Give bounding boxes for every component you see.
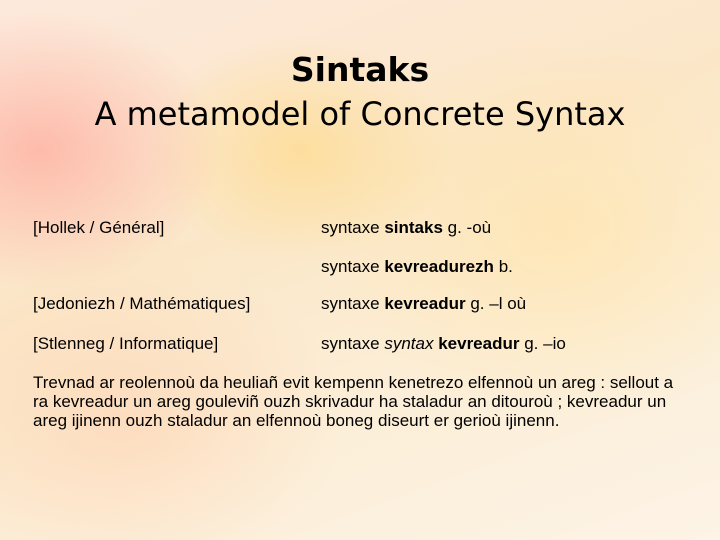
term-italic: syntax <box>384 334 434 353</box>
term-bold: kevreadur <box>384 294 466 313</box>
title-subtitle: A metamodel of Concrete Syntax <box>94 95 626 133</box>
domain-label-informatics: [Stlenneg / Informatique] <box>33 334 219 353</box>
term-suffix: g. -où <box>447 218 492 237</box>
term-line <box>321 257 513 277</box>
title-main: Sintaks <box>290 50 430 89</box>
term-suffix: b. <box>498 257 513 276</box>
term-line <box>321 218 491 238</box>
domain-label-mathematics: [Jedoniezh / Mathématiques] <box>33 294 251 313</box>
slide-title <box>0 48 720 136</box>
term-prefix: syntaxe <box>321 294 380 313</box>
term-line <box>321 334 566 354</box>
term-prefix: syntaxe <box>321 257 380 276</box>
domain-label-general: [Hollek / Général] <box>33 218 165 237</box>
term-suffix: g. –io <box>524 334 566 353</box>
term-prefix: syntaxe <box>321 334 380 353</box>
term-bold: kevreadurezh <box>384 257 494 276</box>
term-suffix: g. –l où <box>470 294 527 313</box>
term-line <box>321 294 526 314</box>
term-bold: kevreadur <box>438 334 520 353</box>
term-prefix: syntaxe <box>321 218 380 237</box>
definition-paragraph: Trevnad ar reolennoù da heuliañ evit kempenn kenetrezo elfennoù un areg : sellout a ra kevreadur un areg gouleviñ ouzh skrivadur ha staladur an ditouroù ; kevreadur un areg ijinenn ouzh staladur an elfennoù boneg diseurt er gerioù ijinenn. <box>33 373 674 430</box>
term-bold: sintaks <box>384 218 443 237</box>
